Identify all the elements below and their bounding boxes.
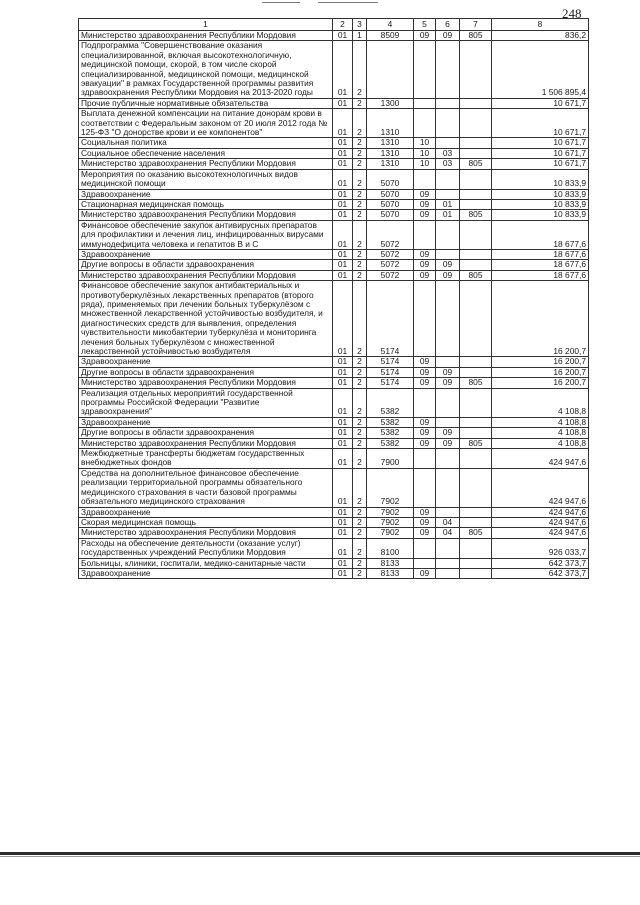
code-cell: 1 — [353, 31, 367, 41]
code-cell: 2 — [353, 517, 367, 527]
code-cell — [460, 148, 492, 158]
code-cell: 2 — [353, 138, 367, 148]
code-cell: 2 — [353, 270, 367, 280]
code-cell: 01 — [333, 220, 353, 249]
amount-cell: 16 200,7 — [492, 367, 589, 377]
table-row — [79, 148, 589, 158]
code-cell — [436, 449, 460, 469]
row-name-cell: Выплата денежной компенсации на питание донорам крови в соответствии с Федеральным законом от 20 июля 2012 года № 125-ФЗ "О донорстве крови и ее компонентов" — [79, 109, 333, 138]
scan-mark — [318, 2, 378, 3]
row-name-cell: Министерство здравоохранения Республики Мордовия — [79, 159, 333, 169]
table-row — [79, 249, 589, 259]
code-cell: 2 — [353, 109, 367, 138]
code-cell: 2 — [353, 507, 367, 517]
row-name-cell: Министерство здравоохранения Республики Мордовия — [79, 378, 333, 388]
code-cell: 01 — [333, 468, 353, 507]
header-cell: 5 — [414, 19, 436, 31]
code-cell: 1300 — [367, 98, 414, 108]
code-cell: 01 — [333, 210, 353, 220]
code-cell: 01 — [333, 148, 353, 158]
code-cell: 09 — [414, 199, 436, 209]
code-cell: 1310 — [367, 148, 414, 158]
row-name-cell: Расходы на обеспечение деятельности (оказание услуг) государственных учреждений Республики Мордовия — [79, 538, 333, 558]
table-row — [79, 109, 589, 138]
code-cell: 2 — [353, 558, 367, 568]
code-cell: 01 — [333, 449, 353, 469]
code-cell: 01 — [333, 388, 353, 417]
code-cell: 09 — [414, 31, 436, 41]
code-cell: 805 — [460, 438, 492, 448]
amount-cell: 424 947,6 — [492, 517, 589, 527]
code-cell — [460, 138, 492, 148]
code-cell: 01 — [333, 41, 353, 98]
table-row — [79, 568, 589, 578]
code-cell: 1310 — [367, 109, 414, 138]
table-row — [79, 270, 589, 280]
table-row — [79, 468, 589, 507]
code-cell — [436, 249, 460, 259]
table-row — [79, 220, 589, 249]
code-cell: 01 — [333, 538, 353, 558]
code-cell: 5072 — [367, 220, 414, 249]
code-cell: 09 — [436, 367, 460, 377]
amount-cell: 10 671,7 — [492, 98, 589, 108]
code-cell — [367, 41, 414, 98]
code-cell: 01 — [333, 378, 353, 388]
page-number: 248 — [562, 6, 582, 21]
table-row — [79, 528, 589, 538]
code-cell: 09 — [414, 517, 436, 527]
row-name-cell: Средства на дополнительное финансовое обеспечение реализации территориальной программы обязательного медицинского страхования в части базовой программы обязательного медицинского страхования — [79, 468, 333, 507]
code-cell: 09 — [436, 428, 460, 438]
code-cell: 5382 — [367, 417, 414, 427]
code-cell — [460, 189, 492, 199]
code-cell: 09 — [414, 378, 436, 388]
code-cell — [460, 517, 492, 527]
row-name-cell: Реализация отдельных мероприятий государственной программы Российской Федерации "Развитие здравоохранения" — [79, 388, 333, 417]
code-cell: 01 — [333, 199, 353, 209]
table-row — [79, 558, 589, 568]
code-cell: 2 — [353, 260, 367, 270]
code-cell: 7900 — [367, 449, 414, 469]
table-row — [79, 388, 589, 417]
row-name-cell: Здравоохранение — [79, 249, 333, 259]
code-cell: 805 — [460, 528, 492, 538]
code-cell: 09 — [414, 249, 436, 259]
header-cell: 3 — [353, 19, 367, 31]
header-cell: 8 — [492, 19, 589, 31]
code-cell: 09 — [414, 357, 436, 367]
amount-cell: 4 108,8 — [492, 388, 589, 417]
code-cell: 01 — [333, 528, 353, 538]
table-row — [79, 357, 589, 367]
code-cell — [436, 357, 460, 367]
header-cell: 4 — [367, 19, 414, 31]
scan-bottom-edge — [0, 852, 640, 855]
code-cell: 8133 — [367, 568, 414, 578]
table-row — [79, 41, 589, 98]
code-cell — [414, 109, 436, 138]
amount-cell: 10 833,9 — [492, 199, 589, 209]
amount-cell: 18 677,6 — [492, 249, 589, 259]
code-cell — [460, 199, 492, 209]
code-cell: 09 — [414, 260, 436, 270]
code-cell: 01 — [333, 159, 353, 169]
code-cell: 09 — [414, 428, 436, 438]
code-cell — [436, 558, 460, 568]
code-cell: 09 — [414, 438, 436, 448]
code-cell — [460, 109, 492, 138]
code-cell: 01 — [333, 357, 353, 367]
row-name-cell: Мероприятия по оказанию высокотехнологичных видов медицинской помощи — [79, 169, 333, 189]
code-cell: 01 — [436, 199, 460, 209]
row-name-cell: Другие вопросы в области здравоохранения — [79, 428, 333, 438]
code-cell — [436, 568, 460, 578]
code-cell — [436, 281, 460, 357]
code-cell: 01 — [333, 270, 353, 280]
row-name-cell: Социальная политика — [79, 138, 333, 148]
code-cell: 5070 — [367, 189, 414, 199]
row-name-cell: Стационарная медицинская помощь — [79, 199, 333, 209]
code-cell: 01 — [333, 249, 353, 259]
row-name-cell: Больницы, клиники, госпитали, медико-санитарные части — [79, 558, 333, 568]
code-cell — [460, 558, 492, 568]
code-cell — [460, 538, 492, 558]
scan-mark — [262, 2, 300, 3]
code-cell — [460, 249, 492, 259]
row-name-cell: Здравоохранение — [79, 189, 333, 199]
code-cell: 5174 — [367, 378, 414, 388]
code-cell — [436, 220, 460, 249]
code-cell: 09 — [436, 438, 460, 448]
scan-bottom-edge-shadow — [0, 856, 640, 857]
code-cell: 2 — [353, 357, 367, 367]
code-cell — [460, 449, 492, 469]
row-name-cell: Здравоохранение — [79, 568, 333, 578]
code-cell: 01 — [333, 558, 353, 568]
row-name-cell: Другие вопросы в области здравоохранения — [79, 260, 333, 270]
code-cell — [460, 388, 492, 417]
code-cell: 5382 — [367, 438, 414, 448]
code-cell: 2 — [353, 449, 367, 469]
code-cell: 1310 — [367, 159, 414, 169]
code-cell: 04 — [436, 517, 460, 527]
row-name-cell: Здравоохранение — [79, 417, 333, 427]
code-cell: 09 — [414, 528, 436, 538]
code-cell: 01 — [333, 31, 353, 41]
table-row — [79, 199, 589, 209]
code-cell — [436, 538, 460, 558]
amount-cell: 424 947,6 — [492, 449, 589, 469]
table-row — [79, 138, 589, 148]
row-name-cell: Финансовое обеспечение закупок антибактериальных и противотуберкулёзных лекарственных препаратов (второго ряда), применяемых при лечении больных туберкулёзом с множественной лекарственной устойчивостью возбудителя, и диагностических средств для выявления, определения чувствительности микобактерии туберкулёза и мониторинга лечения больных туберкулёзом с множественной лекарственной устойчивостью возбудителя — [79, 281, 333, 357]
code-cell: 5070 — [367, 169, 414, 189]
code-cell: 2 — [353, 388, 367, 417]
code-cell: 7902 — [367, 507, 414, 517]
code-cell: 10 — [414, 159, 436, 169]
code-cell: 10 — [414, 138, 436, 148]
table-header-row — [79, 19, 589, 31]
code-cell — [414, 538, 436, 558]
code-cell — [414, 388, 436, 417]
amount-cell: 926 033,7 — [492, 538, 589, 558]
code-cell: 01 — [333, 507, 353, 517]
code-cell: 2 — [353, 378, 367, 388]
code-cell — [436, 109, 460, 138]
code-cell — [460, 428, 492, 438]
code-cell: 10 — [414, 148, 436, 158]
code-cell: 01 — [333, 138, 353, 148]
code-cell: 01 — [333, 189, 353, 199]
row-name-cell: Министерство здравоохранения Республики Мордовия — [79, 270, 333, 280]
code-cell: 805 — [460, 270, 492, 280]
table-row — [79, 260, 589, 270]
code-cell — [436, 41, 460, 98]
code-cell: 8133 — [367, 558, 414, 568]
code-cell — [436, 468, 460, 507]
amount-cell: 642 373,7 — [492, 558, 589, 568]
code-cell: 2 — [353, 568, 367, 578]
code-cell: 2 — [353, 538, 367, 558]
code-cell — [460, 468, 492, 507]
code-cell: 5072 — [367, 249, 414, 259]
header-cell: 7 — [460, 19, 492, 31]
amount-cell: 10 671,7 — [492, 109, 589, 138]
code-cell — [460, 169, 492, 189]
code-cell: 2 — [353, 528, 367, 538]
table-row — [79, 367, 589, 377]
code-cell: 2 — [353, 169, 367, 189]
code-cell: 5382 — [367, 428, 414, 438]
amount-cell: 10 671,7 — [492, 138, 589, 148]
code-cell: 01 — [333, 367, 353, 377]
code-cell: 2 — [353, 210, 367, 220]
table-row — [79, 189, 589, 199]
code-cell: 09 — [414, 417, 436, 427]
header-cell: 6 — [436, 19, 460, 31]
table-row — [79, 98, 589, 108]
amount-cell: 16 200,7 — [492, 357, 589, 367]
code-cell: 7902 — [367, 468, 414, 507]
code-cell — [460, 417, 492, 427]
code-cell: 2 — [353, 199, 367, 209]
row-name-cell: Министерство здравоохранения Республики Мордовия — [79, 438, 333, 448]
code-cell: 5070 — [367, 210, 414, 220]
table-row — [79, 159, 589, 169]
code-cell — [414, 169, 436, 189]
code-cell: 1310 — [367, 138, 414, 148]
header-cell: 2 — [333, 19, 353, 31]
amount-cell: 10 833,9 — [492, 169, 589, 189]
code-cell: 2 — [353, 428, 367, 438]
code-cell: 5070 — [367, 199, 414, 209]
amount-cell: 10 671,7 — [492, 159, 589, 169]
code-cell: 01 — [333, 98, 353, 108]
code-cell — [436, 388, 460, 417]
code-cell: 5072 — [367, 270, 414, 280]
code-cell — [460, 220, 492, 249]
amount-cell: 10 671,7 — [492, 148, 589, 158]
code-cell: 01 — [333, 109, 353, 138]
row-name-cell: Финансовое обеспечение закупок антивирусных препаратов для профилактики и лечения лиц, инфицированных вирусами иммунодефицита человека и гепатитов В и С — [79, 220, 333, 249]
code-cell — [436, 98, 460, 108]
amount-cell: 4 108,8 — [492, 438, 589, 448]
table-row — [79, 538, 589, 558]
amount-cell: 18 677,6 — [492, 260, 589, 270]
code-cell: 09 — [414, 210, 436, 220]
code-cell: 8100 — [367, 538, 414, 558]
code-cell: 09 — [436, 378, 460, 388]
amount-cell: 18 677,6 — [492, 270, 589, 280]
code-cell — [436, 138, 460, 148]
code-cell — [414, 468, 436, 507]
amount-cell: 4 108,8 — [492, 417, 589, 427]
amount-cell: 10 833,9 — [492, 189, 589, 199]
code-cell: 01 — [333, 169, 353, 189]
code-cell: 01 — [333, 260, 353, 270]
code-cell: 01 — [333, 428, 353, 438]
table-row — [79, 438, 589, 448]
code-cell: 09 — [414, 568, 436, 578]
amount-cell: 424 947,6 — [492, 468, 589, 507]
code-cell — [414, 98, 436, 108]
amount-cell: 4 108,8 — [492, 428, 589, 438]
code-cell — [436, 417, 460, 427]
amount-cell: 16 200,7 — [492, 378, 589, 388]
code-cell: 09 — [436, 270, 460, 280]
code-cell: 2 — [353, 249, 367, 259]
code-cell — [460, 281, 492, 357]
amount-cell: 424 947,6 — [492, 507, 589, 517]
code-cell — [436, 507, 460, 517]
code-cell: 09 — [414, 367, 436, 377]
row-name-cell: Скорая медицинская помощь — [79, 517, 333, 527]
code-cell: 2 — [353, 159, 367, 169]
code-cell — [436, 189, 460, 199]
table-row — [79, 281, 589, 357]
table-row — [79, 428, 589, 438]
code-cell: 805 — [460, 159, 492, 169]
amount-cell: 642 373,7 — [492, 568, 589, 578]
table-row — [79, 169, 589, 189]
code-cell: 2 — [353, 281, 367, 357]
amount-cell: 1 506 895,4 — [492, 41, 589, 98]
budget-table — [78, 18, 589, 579]
code-cell: 01 — [436, 210, 460, 220]
row-name-cell: Здравоохранение — [79, 507, 333, 517]
amount-cell: 16 200,7 — [492, 281, 589, 357]
table-row — [79, 517, 589, 527]
code-cell — [460, 507, 492, 517]
code-cell: 5382 — [367, 388, 414, 417]
code-cell: 01 — [333, 517, 353, 527]
amount-cell: 18 677,6 — [492, 220, 589, 249]
row-name-cell: Другие вопросы в области здравоохранения — [79, 367, 333, 377]
code-cell: 5174 — [367, 367, 414, 377]
code-cell: 04 — [436, 528, 460, 538]
code-cell: 805 — [460, 31, 492, 41]
code-cell: 2 — [353, 438, 367, 448]
code-cell: 2 — [353, 98, 367, 108]
code-cell: 01 — [333, 438, 353, 448]
code-cell — [460, 41, 492, 98]
code-cell: 5174 — [367, 281, 414, 357]
code-cell: 01 — [333, 417, 353, 427]
row-name-cell: Прочие публичные нормативные обязательства — [79, 98, 333, 108]
code-cell: 7902 — [367, 528, 414, 538]
amount-cell: 836,2 — [492, 31, 589, 41]
table-body — [79, 31, 589, 579]
code-cell — [414, 41, 436, 98]
amount-cell: 424 947,6 — [492, 528, 589, 538]
table-row — [79, 210, 589, 220]
table-row — [79, 507, 589, 517]
table-row — [79, 417, 589, 427]
code-cell: 01 — [333, 281, 353, 357]
code-cell: 03 — [436, 159, 460, 169]
code-cell: 2 — [353, 41, 367, 98]
amount-cell: 10 833,9 — [492, 210, 589, 220]
row-name-cell: Здравоохранение — [79, 357, 333, 367]
code-cell: 2 — [353, 367, 367, 377]
code-cell: 805 — [460, 378, 492, 388]
table-row — [79, 449, 589, 469]
code-cell: 2 — [353, 468, 367, 507]
code-cell: 2 — [353, 189, 367, 199]
code-cell — [414, 558, 436, 568]
code-cell — [460, 367, 492, 377]
code-cell: 03 — [436, 148, 460, 158]
code-cell: 2 — [353, 148, 367, 158]
code-cell — [460, 260, 492, 270]
code-cell: 5072 — [367, 260, 414, 270]
row-name-cell: Межбюджетные трансферты бюджетам государственных внебюджетных фондов — [79, 449, 333, 469]
code-cell — [460, 568, 492, 578]
row-name-cell: Министерство здравоохранения Республики Мордовия — [79, 528, 333, 538]
code-cell: 805 — [460, 210, 492, 220]
code-cell: 09 — [414, 270, 436, 280]
row-name-cell: Министерство здравоохранения Республики Мордовия — [79, 31, 333, 41]
code-cell — [436, 169, 460, 189]
code-cell: 09 — [436, 31, 460, 41]
code-cell: 7902 — [367, 517, 414, 527]
code-cell: 01 — [333, 568, 353, 578]
code-cell: 8509 — [367, 31, 414, 41]
row-name-cell: Подпрограмма "Совершенствование оказания специализированной, включая высокотехнологичную, медицинской помощи, скорой, в том числе скорой специализированной, медицинской помощи, медицинской эвакуации" в рамках Государственной программы развития здравоохранения Республики Мордовия на 2013-2020 годы — [79, 41, 333, 98]
table-row — [79, 378, 589, 388]
code-cell: 5174 — [367, 357, 414, 367]
header-cell: 1 — [79, 19, 333, 31]
row-name-cell: Социальное обеспечение населения — [79, 148, 333, 158]
code-cell — [414, 281, 436, 357]
code-cell: 09 — [436, 260, 460, 270]
row-name-cell: Министерство здравоохранения Республики Мордовия — [79, 210, 333, 220]
code-cell — [460, 357, 492, 367]
code-cell: 09 — [414, 189, 436, 199]
code-cell — [460, 98, 492, 108]
code-cell: 09 — [414, 507, 436, 517]
table-row — [79, 31, 589, 41]
code-cell: 2 — [353, 220, 367, 249]
code-cell — [414, 220, 436, 249]
code-cell: 2 — [353, 417, 367, 427]
code-cell — [414, 449, 436, 469]
